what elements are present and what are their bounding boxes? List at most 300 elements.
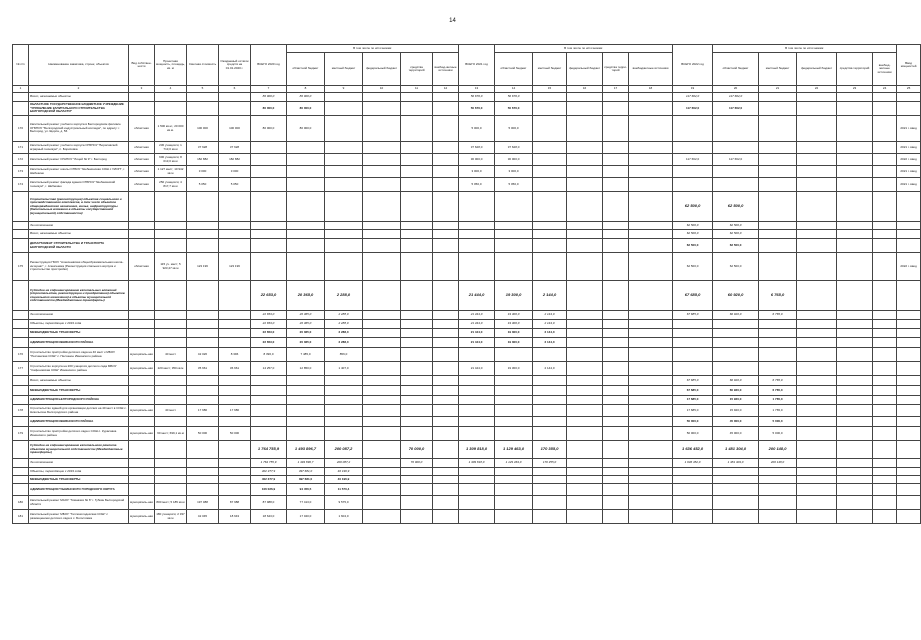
value-cell xyxy=(603,253,629,281)
col-header: ВСЕГО 2021 год xyxy=(459,45,495,86)
value-cell: муниципаль-ная xyxy=(129,362,155,376)
value-cell xyxy=(433,396,459,405)
value-cell xyxy=(187,417,219,427)
value-cell xyxy=(433,116,459,142)
value-cell xyxy=(363,484,401,496)
value-cell xyxy=(873,142,897,154)
row-number-cell xyxy=(13,320,29,329)
value-cell xyxy=(433,362,459,376)
value-cell xyxy=(759,178,797,192)
value-cell xyxy=(129,192,155,222)
value-cell xyxy=(459,230,495,239)
value-cell xyxy=(155,376,187,386)
value-cell: 40 196,9 xyxy=(325,476,363,484)
value-cell: 20 365,0 xyxy=(287,338,325,348)
value-cell xyxy=(187,386,219,396)
value-cell xyxy=(401,116,433,142)
value-cell xyxy=(837,230,873,239)
value-cell xyxy=(533,405,567,417)
value-cell xyxy=(797,417,837,427)
value-cell xyxy=(433,484,459,496)
value-cell xyxy=(873,510,897,524)
col-header: областной бюджет xyxy=(495,53,533,86)
value-cell: 117 662,0 xyxy=(713,102,759,116)
value-cell xyxy=(219,417,251,427)
table-row xyxy=(13,320,921,329)
value-cell xyxy=(251,386,287,396)
value-cell xyxy=(363,459,401,468)
value-cell: 70 000,0 xyxy=(401,441,433,459)
value-cell xyxy=(219,93,251,102)
value-cell xyxy=(433,329,459,338)
column-number: 13 xyxy=(459,86,495,93)
value-cell xyxy=(459,192,495,222)
value-cell xyxy=(837,441,873,459)
value-cell xyxy=(287,405,325,417)
value-cell: 62 500,0 xyxy=(673,192,713,222)
value-cell: 14 257,0 xyxy=(251,362,287,376)
value-cell xyxy=(533,484,567,496)
value-cell xyxy=(713,320,759,329)
value-cell: 100 000 xyxy=(219,116,251,142)
value-cell xyxy=(363,441,401,459)
value-cell xyxy=(837,386,873,396)
value-cell: 45 000,0 xyxy=(713,417,759,427)
value-cell xyxy=(459,376,495,386)
value-cell: 21 444,0 xyxy=(459,320,495,329)
value-cell: 35 661 xyxy=(187,362,219,376)
value-cell xyxy=(837,476,873,484)
value-cell xyxy=(363,93,401,102)
object-name-cell: Строительство пристройки детского сада к СОШ с. Курасовка Ивнянского района xyxy=(29,427,129,441)
col-header: Наименование заказчика, строек, объектов xyxy=(29,45,129,86)
object-name-cell: Всего, начинаемые объекты xyxy=(29,230,129,239)
value-cell xyxy=(897,222,921,230)
col-header: средства территорий xyxy=(837,53,873,86)
value-cell: 230 учащихся; 1 713,0 кв.м xyxy=(155,142,187,154)
value-cell xyxy=(897,329,921,338)
value-cell xyxy=(797,348,837,362)
column-number: 3 xyxy=(129,86,155,93)
value-cell xyxy=(401,348,433,362)
table-row xyxy=(13,239,921,253)
value-cell xyxy=(713,116,759,142)
value-cell: 30 000,0 xyxy=(495,154,533,166)
value-cell xyxy=(459,348,495,362)
value-cell xyxy=(155,338,187,348)
table-row xyxy=(13,192,921,222)
value-cell: 2 144,0 xyxy=(533,311,567,320)
value-cell xyxy=(325,239,363,253)
table-row xyxy=(13,154,921,166)
value-cell: 100 000 xyxy=(187,116,219,142)
value-cell xyxy=(219,484,251,496)
value-cell xyxy=(433,376,459,386)
value-cell xyxy=(873,441,897,459)
value-cell xyxy=(603,230,629,239)
value-cell xyxy=(567,405,603,417)
value-cell xyxy=(251,192,287,222)
value-cell xyxy=(187,192,219,222)
value-cell xyxy=(325,396,363,405)
value-cell: 40 мест xyxy=(155,405,187,417)
value-cell xyxy=(155,281,187,311)
value-cell xyxy=(219,338,251,348)
value-cell xyxy=(401,338,433,348)
value-cell xyxy=(287,166,325,178)
value-cell xyxy=(251,239,287,253)
value-cell xyxy=(873,311,897,320)
value-cell xyxy=(401,93,433,102)
value-cell xyxy=(533,396,567,405)
object-name-cell: Капитальный ремонт учебного корпуса в Белгородском филиале ОГБПОУ "Белгородский индустриальный колледж", по адресу: г. Белгород, ул. Щорса, д. 56 xyxy=(29,116,129,142)
value-cell xyxy=(287,253,325,281)
value-cell: 220 мест; 350 кв.м xyxy=(155,362,187,376)
value-cell xyxy=(567,311,603,320)
col-header: Сметная стоимость xyxy=(187,45,219,86)
col-header: средства терри-торий xyxy=(603,53,629,86)
value-cell xyxy=(837,417,873,427)
value-cell xyxy=(287,192,325,222)
value-cell xyxy=(287,376,325,386)
value-cell xyxy=(459,253,495,281)
value-cell: 62 500,0 xyxy=(713,192,759,222)
object-name-cell: Капитальный ремонт учебного корпуса ОГБПОУ "Борисовский аграрный техникум", п. Борисовка xyxy=(29,142,129,154)
value-cell xyxy=(401,484,433,496)
value-cell: 5 050 xyxy=(219,178,251,192)
value-cell: 2 144,0 xyxy=(533,281,567,311)
value-cell xyxy=(797,142,837,154)
value-cell: 40 196,9 xyxy=(325,468,363,476)
value-cell xyxy=(433,230,459,239)
value-cell: 11 570,4 xyxy=(325,484,363,496)
value-cell xyxy=(495,253,533,281)
value-cell: 123 196 xyxy=(187,253,219,281)
value-cell xyxy=(495,476,533,484)
table-row xyxy=(13,230,921,239)
object-name-cell: За исключением xyxy=(29,311,129,320)
value-cell xyxy=(401,222,433,230)
value-cell xyxy=(797,386,837,396)
value-cell xyxy=(629,142,673,154)
value-cell xyxy=(401,102,433,116)
value-cell xyxy=(873,484,897,496)
value-cell xyxy=(629,154,673,166)
value-cell xyxy=(713,510,759,524)
value-cell xyxy=(629,192,673,222)
value-cell xyxy=(401,230,433,239)
value-cell: 6 765,0 xyxy=(759,386,797,396)
row-number-cell xyxy=(13,102,29,116)
value-cell: 1 309 818,0 xyxy=(459,441,495,459)
value-cell xyxy=(837,468,873,476)
table-header xyxy=(13,45,921,93)
value-cell xyxy=(713,496,759,510)
value-cell xyxy=(459,405,495,417)
value-cell xyxy=(287,142,325,154)
col-header: Ввод мощностей xyxy=(897,45,921,86)
value-cell: 22 653,0 xyxy=(251,329,287,338)
table-row xyxy=(13,178,921,192)
value-cell xyxy=(567,222,603,230)
value-cell: 2022 г. ввод xyxy=(897,154,921,166)
value-cell xyxy=(363,329,401,338)
value-cell xyxy=(495,510,533,524)
value-cell xyxy=(219,441,251,459)
value-cell xyxy=(603,178,629,192)
col-header: внебюд-жетные источники xyxy=(433,53,459,86)
value-cell xyxy=(251,142,287,154)
value-cell xyxy=(567,376,603,386)
value-cell xyxy=(873,154,897,166)
table-row xyxy=(13,102,921,116)
value-cell xyxy=(797,510,837,524)
value-cell xyxy=(759,166,797,178)
column-number: 5 xyxy=(187,86,219,93)
value-cell xyxy=(129,376,155,386)
value-cell xyxy=(713,142,759,154)
value-cell: 19 300,0 xyxy=(495,281,533,311)
value-cell xyxy=(187,376,219,386)
row-number-cell xyxy=(13,329,29,338)
column-number: 7 xyxy=(251,86,287,93)
value-cell xyxy=(187,230,219,239)
value-cell xyxy=(459,417,495,427)
value-cell xyxy=(187,484,219,496)
value-cell xyxy=(603,362,629,376)
value-cell xyxy=(401,396,433,405)
value-cell xyxy=(837,166,873,178)
value-cell xyxy=(797,496,837,510)
value-cell xyxy=(187,441,219,459)
row-number-cell: 181 xyxy=(13,510,29,524)
table-row xyxy=(13,348,921,362)
table-row xyxy=(13,281,921,311)
table-row xyxy=(13,253,921,281)
value-cell xyxy=(873,329,897,338)
value-cell xyxy=(567,178,603,192)
column-number: 23 xyxy=(837,86,873,93)
value-cell xyxy=(533,427,567,441)
value-cell xyxy=(219,459,251,468)
value-cell: 62 500,0 xyxy=(673,239,713,253)
value-cell xyxy=(325,386,363,396)
value-cell xyxy=(603,311,629,320)
object-name-cell: АДМИНИСТРАЦИЯ ГУБКИНСКОГО ГОРОДСКОГО ОКРУГА xyxy=(29,484,129,496)
value-cell xyxy=(759,239,797,253)
value-cell xyxy=(797,320,837,329)
value-cell xyxy=(873,222,897,230)
table-row xyxy=(13,459,921,468)
value-cell: 50 000 xyxy=(219,427,251,441)
value-cell xyxy=(567,192,603,222)
value-cell xyxy=(325,93,363,102)
value-cell xyxy=(897,417,921,427)
value-cell: 80 000,0 xyxy=(287,102,325,116)
value-cell: 106 026,9 xyxy=(251,484,287,496)
table-row xyxy=(13,476,921,484)
value-cell xyxy=(129,102,155,116)
value-cell xyxy=(797,396,837,405)
value-cell xyxy=(155,417,187,427)
column-number: 19 xyxy=(673,86,713,93)
value-cell xyxy=(897,496,921,510)
value-cell xyxy=(603,154,629,166)
value-cell: 2021 г. ввод xyxy=(897,116,921,142)
value-cell xyxy=(187,311,219,320)
value-cell xyxy=(759,192,797,222)
value-cell xyxy=(673,178,713,192)
value-cell: 37 628,0 xyxy=(495,142,533,154)
value-cell xyxy=(797,154,837,166)
value-cell xyxy=(401,476,433,484)
value-cell xyxy=(363,386,401,396)
value-cell: 123 196 xyxy=(219,253,251,281)
value-cell xyxy=(129,222,155,230)
value-cell xyxy=(433,320,459,329)
table-row xyxy=(13,329,921,338)
value-cell xyxy=(363,376,401,386)
value-cell xyxy=(629,102,673,116)
value-cell: 402 377,9 xyxy=(251,476,287,484)
value-cell: 2 288,0 xyxy=(325,311,363,320)
value-cell: 50 676,0 xyxy=(459,93,495,102)
value-cell: 3 000,0 xyxy=(459,166,495,178)
value-cell xyxy=(873,348,897,362)
col-header: федеральный бюджет xyxy=(363,53,401,86)
value-cell xyxy=(433,427,459,441)
value-cell xyxy=(567,386,603,396)
value-cell xyxy=(603,222,629,230)
value-cell: 200 087,2 xyxy=(325,441,363,459)
object-name-cell: За исключением xyxy=(29,222,129,230)
object-name-cell: АДМИНИСТРАЦИЯ ИВНЯНСКОГО РАЙОНА xyxy=(29,417,129,427)
value-cell: 800 мест; 5 185 кв.м xyxy=(155,496,187,510)
value-cell: областная xyxy=(129,253,155,281)
value-cell xyxy=(567,427,603,441)
value-cell xyxy=(759,484,797,496)
value-cell xyxy=(433,338,459,348)
table-row xyxy=(13,468,921,476)
value-cell xyxy=(897,338,921,348)
col-header: федеральный бюджет xyxy=(567,53,603,86)
column-number: 25 xyxy=(897,86,921,93)
value-cell xyxy=(459,468,495,476)
column-number: 11 xyxy=(401,86,433,93)
object-name-cell: АДМИНИСТРАЦИЯ ИВНЯНСКОГО РАЙОНА xyxy=(29,338,129,348)
value-cell xyxy=(673,496,713,510)
value-cell xyxy=(155,484,187,496)
row-number-cell: 179 xyxy=(13,427,29,441)
value-cell xyxy=(433,510,459,524)
value-cell xyxy=(325,253,363,281)
value-cell: 1 127 мест; 10 942 кв.м xyxy=(155,166,187,178)
value-cell xyxy=(603,496,629,510)
value-cell xyxy=(187,93,219,102)
value-cell xyxy=(629,427,673,441)
value-cell xyxy=(797,427,837,441)
value-cell xyxy=(495,496,533,510)
value-cell xyxy=(837,320,873,329)
value-cell xyxy=(897,386,921,396)
column-number: 18 xyxy=(629,86,673,93)
value-cell xyxy=(495,348,533,362)
col-header: внебюд-жетные источники xyxy=(873,53,897,86)
value-cell xyxy=(797,192,837,222)
row-number-cell xyxy=(13,222,29,230)
value-cell xyxy=(433,102,459,116)
value-cell xyxy=(837,178,873,192)
value-cell xyxy=(533,253,567,281)
value-cell xyxy=(629,253,673,281)
value-cell xyxy=(459,476,495,484)
object-name-cell: МЕЖБЮДЖЕТНЫЕ ТРАНСФЕРТЫ xyxy=(29,329,129,338)
value-cell xyxy=(363,142,401,154)
value-cell: 45 000,0 xyxy=(713,427,759,441)
value-cell: 182 882 xyxy=(187,154,219,166)
value-cell: 15 920,0 xyxy=(713,405,759,417)
table-row xyxy=(13,386,921,396)
value-cell xyxy=(433,154,459,166)
value-cell xyxy=(433,441,459,459)
value-cell: 397 681,0 xyxy=(287,468,325,476)
value-cell xyxy=(363,239,401,253)
value-cell xyxy=(155,468,187,476)
value-cell xyxy=(603,510,629,524)
table-row xyxy=(13,396,921,405)
value-cell: 3 000,0 xyxy=(495,166,533,178)
value-cell xyxy=(287,154,325,166)
value-cell xyxy=(837,281,873,311)
value-cell xyxy=(873,320,897,329)
value-cell xyxy=(567,476,603,484)
value-cell: 117 662,0 xyxy=(673,154,713,166)
value-cell xyxy=(433,166,459,178)
value-cell: 1 129 463,0 xyxy=(495,459,533,468)
value-cell: 50 676,0 xyxy=(495,93,533,102)
value-cell: 1 765,0 xyxy=(759,405,797,417)
value-cell xyxy=(873,230,897,239)
value-cell xyxy=(401,329,433,338)
value-cell: 3 000 xyxy=(187,166,219,178)
value-cell xyxy=(629,441,673,459)
value-cell xyxy=(897,362,921,376)
object-name-cell: Капитальный ремонт школы ОГБОУ "Шебекинская СОШ с УИОП", г. Шебекино xyxy=(29,166,129,178)
value-cell: 21 444,0 xyxy=(459,362,495,376)
value-cell xyxy=(363,468,401,476)
value-cell xyxy=(873,362,897,376)
value-cell xyxy=(603,484,629,496)
value-cell xyxy=(603,102,629,116)
value-cell xyxy=(219,192,251,222)
value-cell xyxy=(713,166,759,178)
row-number-cell xyxy=(13,230,29,239)
value-cell: 62 500,0 xyxy=(713,239,759,253)
value-cell: 1 636 452,0 xyxy=(673,459,713,468)
value-cell xyxy=(187,329,219,338)
value-cell xyxy=(713,178,759,192)
value-cell: 1 500 кв.м.; 20 000 кв.м. xyxy=(155,116,187,142)
value-cell xyxy=(219,239,251,253)
object-name-cell: АДМИНИСТРАЦИЯ БЕЛГОРОДСКОГО РАЙОНА xyxy=(29,396,129,405)
column-number: 20 xyxy=(713,86,759,93)
page-number: 14 xyxy=(449,18,456,24)
value-cell: 1 765,0 xyxy=(759,396,797,405)
row-number-cell xyxy=(13,386,29,396)
value-cell xyxy=(759,116,797,142)
value-cell xyxy=(629,178,673,192)
value-cell xyxy=(603,386,629,396)
